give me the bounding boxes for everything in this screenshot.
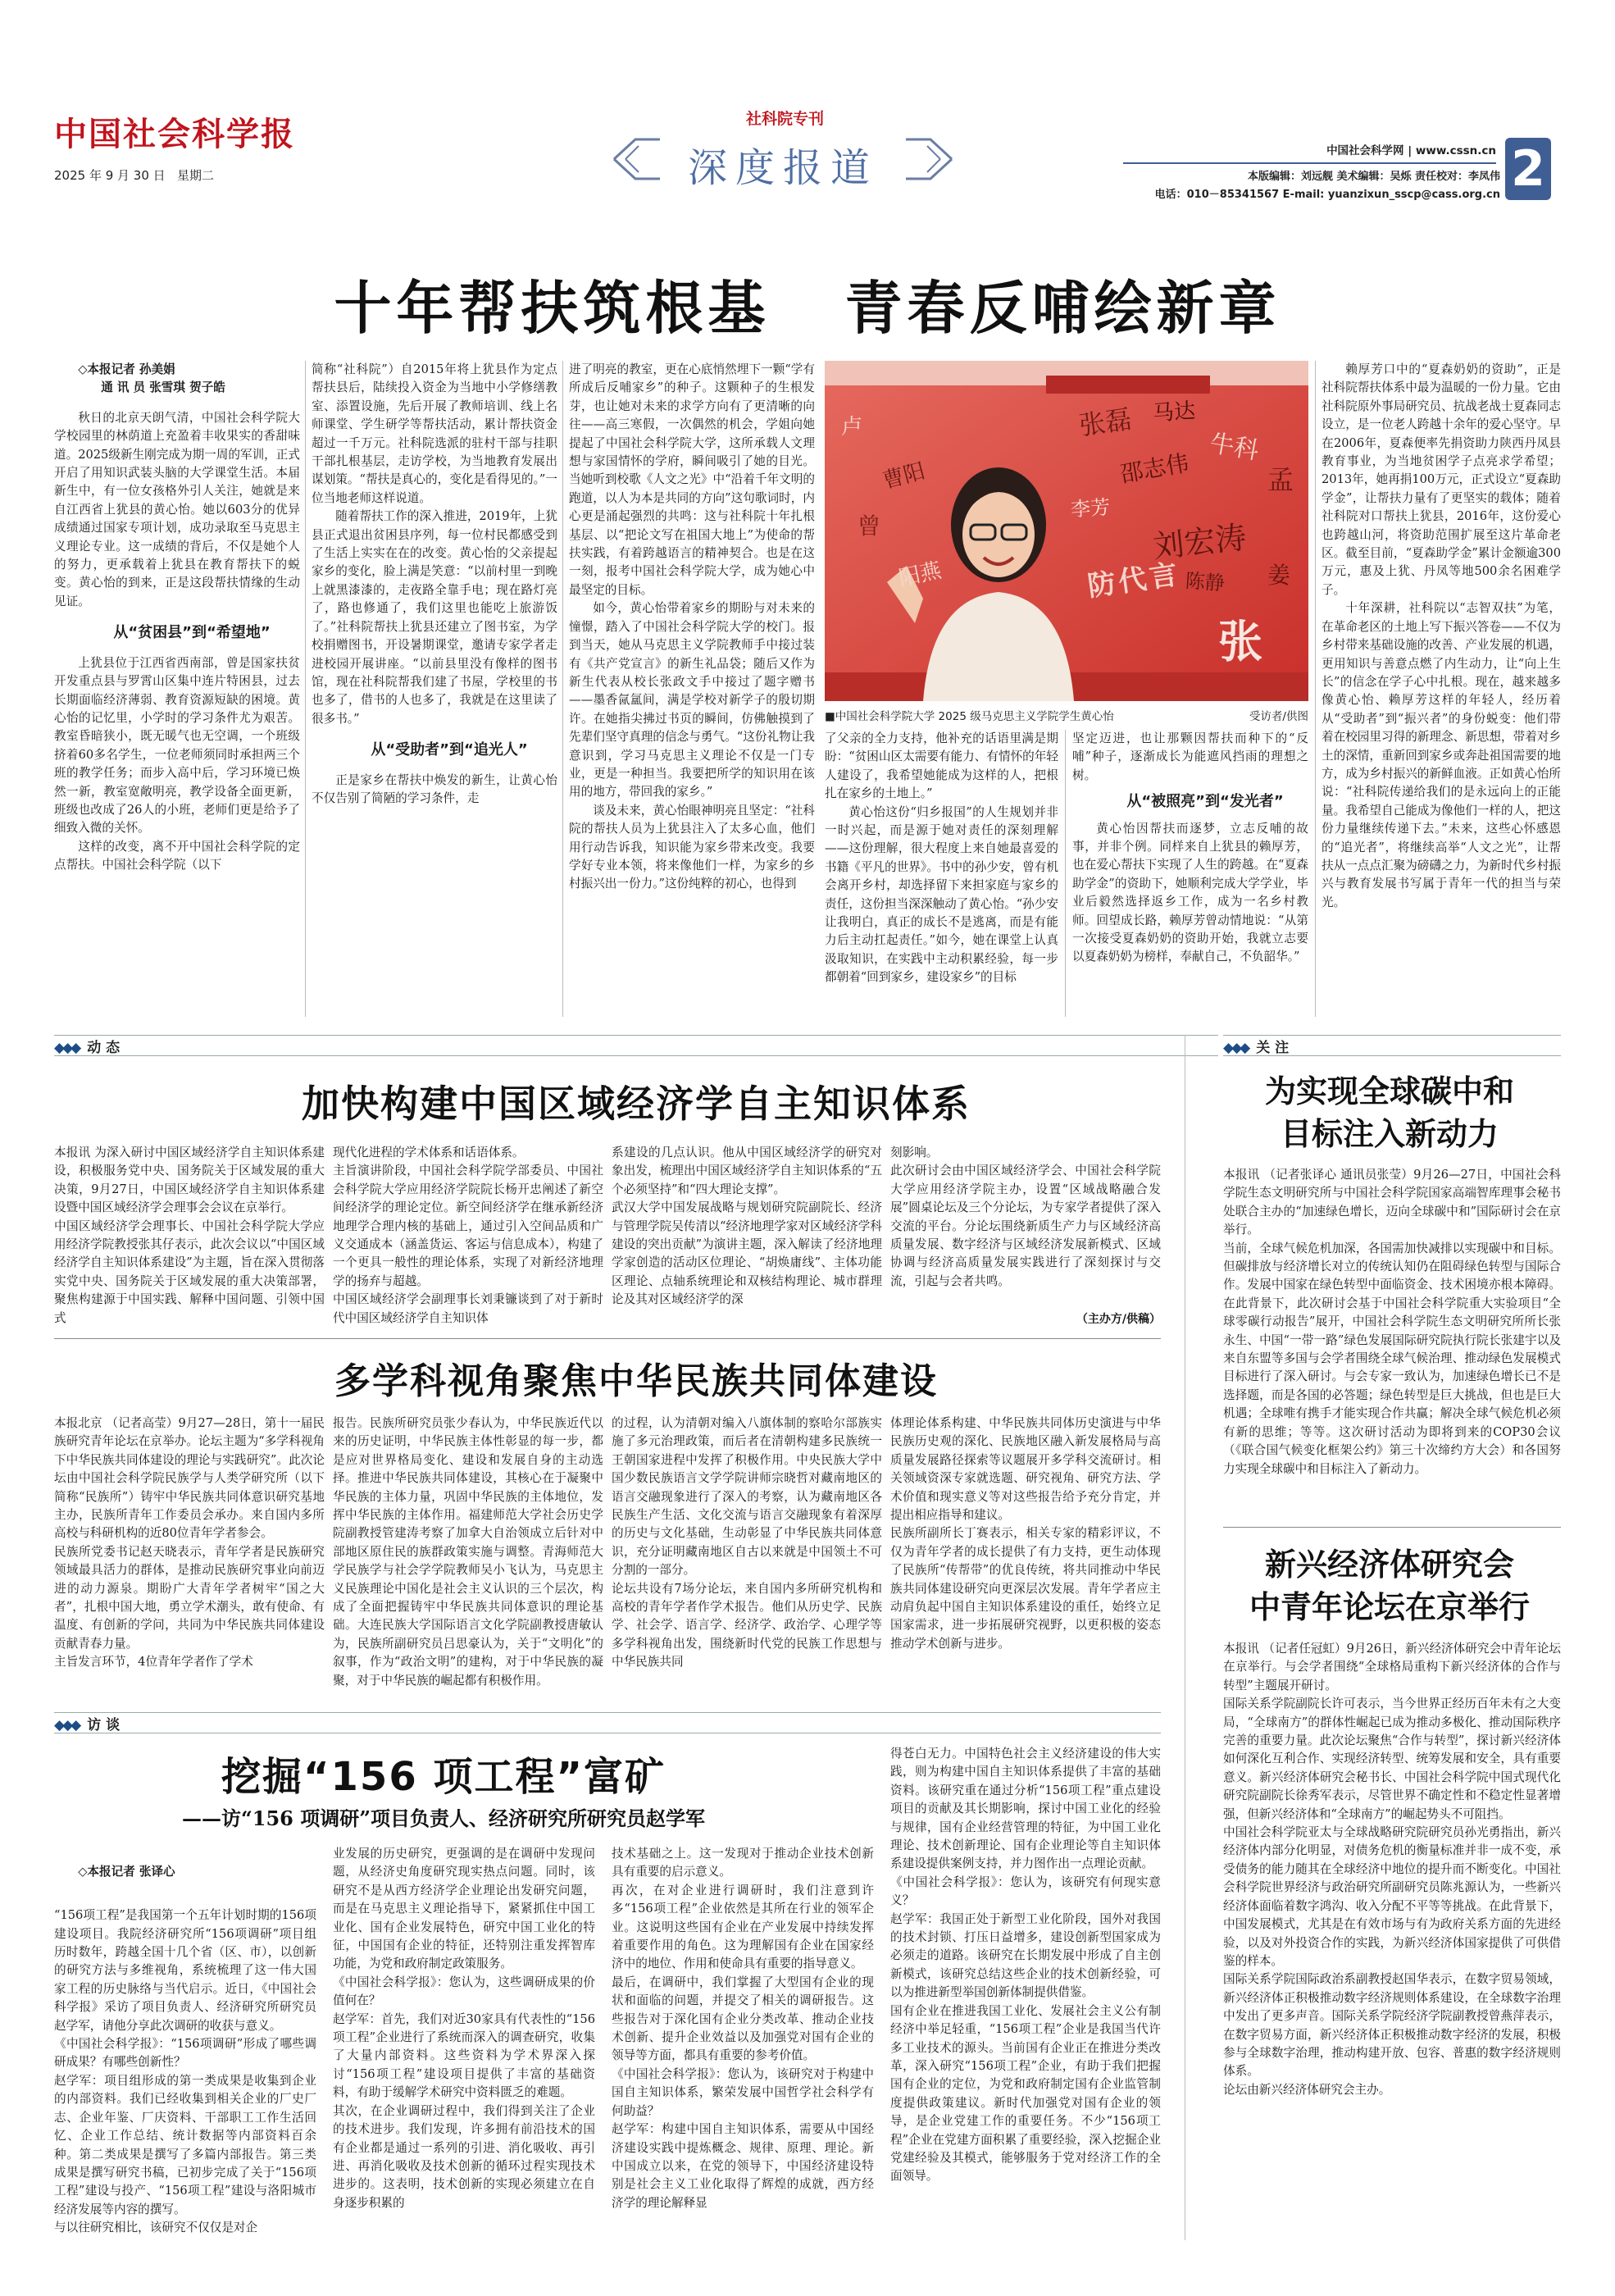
lead-paragraph: 黄心怡因帮扶而逐梦，立志反哺的故事，并非个例。同样来自上犹县的赖厚芳，也在爱心帮扶下实现了人生的跨越。在“夏森助学金”的资助下，她顺利完成大学学业，毕业后毅然选择返乡工作，成为一名乡村教师。回望成长路，赖厚芳曾动情地说：“从第一次接受夏森奶奶的资助开始，我就立志要以夏森奶奶为榜样，奉献自己，不负韶华。” [1072, 821, 1308, 964]
news-paragraph: 本报北京 （记者高莹）9月27—28日，第十一届民族研究青年论坛在京举办。论坛主题为“多学科视角下中华民族共同体建设的理论与实践研究”。此次论坛由中国社会科学院民族学与人类学研究所（以下简称“民族所”）铸牢中华民族共同体意识研究基地主办，民族所青年工作委员会承办。来自国内多所高校与科研机构的近80位青年学者参会。 民族所党委书记赵天晓表示，青年学者是民族研究领域最具活力的群体，是推动民族研究事业向前迈进的动力源泉。期盼广大青年学者树牢“国之大者”，扎根中国大地，勇立学术潮头，敢有使命、有温度、有创新的学问，共同为中华民族共同体建设贡献青春力量。 主旨发言环节，4位青年学者作了学术 [54, 1416, 325, 1670]
interview-col-3 [612, 1845, 874, 2255]
news-paragraph: 报告。民族所研究员张少春认为，中华民族近代以来的历史证明，中华民族主体性彰显的每一步，都是应对世界格局变化、建设和发展自身的主动选择。推进中华民族共同体建设，其核心在于凝聚中华民族的主体力量，巩固中华民族的主体地位，发挥中华民族的主体作用。福建师范大学社会历史学院副教授管建涛考察了加拿大自治领成立后针对中部地区原住民的族群政策实施与调整。青海师范大学民族学与社会学学院教师吴小飞认为，马克思主义民族理论中国化是社会主义认识的三个层次，构成了全面把握铸牢中华民族共同体意识的理论基础。大连民族大学国际语言文化学院副教授唐敏认为，民族所副研究员吕思豪认为，关于“文明化”的叙事，作为“政治文明”的建构，对于中华民族的凝聚，对于中华民族的崛起都有积极作用。 [333, 1416, 603, 1688]
lead-paragraph: 进了明亮的教室，更在心底悄然埋下一颗“学有所成后反哺家乡”的种子。这颗种子的生根发芽，也让她对未来的求学方向有了更清晰的向往——高三寒假，一次偶然的机会，学姐向她提起了中国社会科学院大学，这所承载人文理想与家国情怀的学府，瞬间吸引了她的目光。当她听到校歌《人文之光》中“沿着千年文明的跑道，以人为本是共同的方向”这句歌词时，内心更是涌起强烈的共鸣：这与社科院十年扎根基层、以“把论文写在祖国大地上”为使命的帮扶实践，有着跨越语言的精神契合。也是在这一刻，报考中国社会科学院大学，成为她心中最坚定的目标。 [569, 362, 815, 597]
news-paragraph: 现代化进程的学术体系和话语体系。 主旨演讲阶段，中国社会科学院学部委员、中国社会科学院大学应用经济学院院长杨开忠阐述了新空间经济学的理论定位。新空间经济学在继承新经济地理学合理内核的基础上，通过引入空间品质和广义交通成本（涵盖货运、客运与信息成本），构建了一个更具一般性的理论体系，实现了对新经济地理学的扬弃与超越。 中国区域经济学会副理事长刘秉镰谈到了对于新时代中国区域经济学自主知识体 [333, 1146, 603, 1325]
masthead [0, 0, 1615, 205]
newspaper-logo: 中国社会科学报 [54, 115, 295, 153]
lead-col-3 [569, 361, 815, 1025]
correspondent-byline: 通 讯 员 张雪琪 贺子皓 [101, 380, 225, 395]
lead-paragraph: 了父亲的全力支持，他补充的话语里满是期盼：“贫困山区太需要有能力、有情怀的年轻人建设了，我希望她能成为这样的人，把根扎在家乡的土地上。” [825, 731, 1058, 801]
focus-headline-line: 中青年论坛在京举行 [1249, 1589, 1530, 1625]
news-credit: （主办方/供稿） [1076, 1313, 1161, 1326]
lead-paragraph: 上犹县位于江西省西南部，曾是国家扶贫开发重点县与罗霄山区集中连片特困县，过去长期面临经济薄弱、教育资源短缺的困境。黄心怡的记忆里，小学时的学习条件尤为艰苦。教室昏暗狭小，既无暖气也无空调，一个班级挤着60多名学生，一位老师须同时承担两三个班的教学任务；而步入高中后，学习环境已焕然一新，教室宽敞明亮，教学设备全面更新，班级也改成了26人的小班，老师们更是给予了细致入微的关怀。 [54, 655, 300, 836]
interview-paragraph: 得苍白无力。中国特色社会主义经济建设的伟大实践，则为构建中国自主知识体系提供了丰富的基础资料。该研究重在通过分析“156项工程”重点建设项目的贡献及其长期影响，探讨中国工业化的经验与规律，国有企业经营管理的特征，为中国工业化理论、技术创新理论、国有企业理论等自主知识体系建设提供案例支持，并力图作出一点理论贡献。 《中国社会科学报》：您认为，该研究有何现实意义？ 赵学军：我国正处于新型工业化阶段，国外对我国的技术封锁、打压日益增多，建设创新型国家成为必须走的道路。该研究在长期发展中形成了自主创新模式，该研究总结这些企业的技术创新经验，可以为推进新型举国创新体制提供借鉴。 国有企业在推进我国工业化、发展社会主义公有制经济中举足轻重，“156项工程”企业是我国当代许多工业技术的源头。当前国有企业正在推进分类改革，深入研究“156项工程”企业，有助于我们把握国有企业的定位，为党和政府制定国有企业监管制度提供政策建议。新时代加强党对国有企业的领导，是企业党建工作的重要任务。不少“156项工程”企业在党建方面积累了重要经验，深入挖掘企业党建经验及其模式，能够服务于党对经济工作的全面领导。 [890, 1747, 1161, 2184]
wall-signature: 卢 [841, 415, 863, 440]
focus-paragraph: 本报讯 （记者张译心 通讯员张莹）9月26—27日，中国社会科学院生态文明研究所与中国社会科学院国家高端智库理事会秘书处联合主办的“加速绿色增长，迈向全球碳中和”国际研讨会在京举行。 当前，全球气候危机加深，各国需加快减排以实现碳中和目标。但碳排放与经济增长对立的传统认知仍在阻碍绿色转型与国际合作。发展中国家在绿色转型中面临资金、技术困境亦根本障碍。在此背景下，此次研讨会基于中国社会科学院重大实验项目“全球零碳行动报告”展开，中国社会科学院生态文明研究所所长张永生、中国“一带一路”绿色发展国际研究院执行院长张建宇以及来自东盟等多国与会学者围绕全球气候治理、推动绿色发展模式目标进行了深入研讨。与会专家一致认为，加速绿色增长已不是选择题，而是各国的必答题；绿色转型是巨大挑战，但也是巨大机遇；全球唯有携手才能实现合作共赢；解决全球气候危机必须有新的思维；等等。这次研讨活动为即将到来的COP30会议（《联合国气候变化框架公约》第三十次缔约方大会）和各国努力实现全球碳中和目标注入了新动力。 [1223, 1168, 1561, 1476]
interview-col-2 [333, 1845, 595, 2255]
contact-line: 电话：010－85341567 E-mail: yuanzixun_sscp@cass.org.cn [1154, 189, 1500, 201]
wall-signature: 姜 [1267, 562, 1291, 589]
interview-headline: 挖掘“156 项工程”富矿 [221, 1754, 666, 1800]
news-paragraph: 本报讯 为深入研讨中国区域经济学自主知识体系建设，积极服务党中央、国务院关于区域发展的重大决策，9月27日，中国区域经济学自主知识体系建设暨中国区域经济学会理事会会议在京举行。 中国区域经济学会理事长、中国社会科学院大学应用经济学院教授张其仔表示，此次会议以“中国区域经济学自主知识体系建设”为主题，旨在深入贯彻落实党中央、国务院关于区域发展的重大决策部署，聚焦构建源于中国实践、解释中国问题、引领中国式 [54, 1146, 325, 1325]
news1-col-4 [890, 1144, 1161, 1308]
lead-paragraph: 如今，黄心怡带着家乡的期盼与对未来的憧憬，踏入了中国社会科学院大学的校门。报到当天，她从马克思主义学院教师手中接过装有《共产党宣言》的新生礼品袋；随后又作为新生代表从校长张政文手中接过了题字赠书——墨香氤氲间，满是学校对新学子的殷切期许。在她指尖拂过书页的瞬间，仿佛触摸到了先辈们坚守真理的信念与勇气。“这份礼物让我意识到，学习马克思主义理论不仅是一门专业，更是一种担当。我要把所学的知识用在该用的地方，带回我的家乡。” [569, 601, 815, 800]
interview-paragraph: “156项工程”是我国第一个五年计划时期的156项建设项目。我院经济研究所“156项调研”项目组历时数年，跨越全国十几个省（区、市），以创新的研究方法与多维视角，系统梳理了这一伟大国家工程的历史脉络与当代启示。近日，《中国社会科学报》采访了项目负责人、经济研究所研究员赵学军，请他分享此次调研的收获与意义。 《中国社会科学报》：“156项调研”形成了哪些调研成果？有哪些创新性？ 赵学军：项目组形成的第一类成果是收集到企业的内部资料。我们已经收集到相关企业的厂史厂志、企业年鉴、厂庆资料、干部职工工作生活回忆、企业工作总结、统计数据等内部资料百余种。第二类成果是撰写了多篇内部报告。第三类成果是撰写研究书稿，已初步完成了关于“156项工程”建设与投产、“156项工程”建设与洛阳城市经济发展等内容的撰写。 与以往研究相比，该研究不仅仅是对企 [54, 1908, 316, 2235]
focus-headline-line: 新兴经济体研究会 [1264, 1547, 1514, 1583]
wall-signature: 张 [1218, 616, 1262, 667]
page-number-text: 2 [1511, 140, 1545, 198]
lead-col-1 [54, 361, 300, 1025]
interview-section-bar [54, 1712, 1161, 1733]
wall-banner-text: 防代言 [1085, 558, 1183, 604]
news2-col-4 [890, 1414, 1161, 1693]
lead-paragraph: 随着帮扶工作的深入推进，2019年，上犹县正式退出贫困县序列，每一位村民都感受到了生活上实实在在的改变。黄心怡的父亲提起家乡的变化，脸上满是笑意：“以前村里一到晚上就黑漆漆的，走夜路全靠手电；现在路灯亮了，路也修通了，我们这里也能吃上旅游饭了。”社科院帮扶上犹县还建立了图书室，为学校捐赠图书，开设暑期课堂，邀请专家学者走进校园开展讲座。“以前县里没有像样的图书馆，现在社科院帮我们建了书屋，学校里的书也多了，借书的人也多了，我就是在这里读了很多书。” [312, 509, 557, 726]
lead-paragraph: 正是家乡在帮扶中焕发的新生，让黄心怡不仅告别了简陋的学习条件，走 [312, 772, 557, 805]
lead-col-5 [1072, 730, 1308, 1025]
editors-line: 本版编辑：刘远舰 美术编辑：吴烁 责任校对：李凤伟 [1247, 171, 1500, 183]
interview-subheadline: ——访“156 项调研”项目负责人、经济研究所研究员赵学军 [181, 1806, 706, 1830]
diamond-icon: ◆◆◆ [54, 1040, 80, 1056]
news-section-bar [54, 1035, 1218, 1056]
photo-caption [825, 707, 1308, 723]
news-paragraph: 刻影响。 此次研讨会由中国区域经济学会、中国社会科学院大学应用经济学院主办，设置“区域战略融合发展”圆桌论坛及三个分论坛，为专家学者提供了深入交流的平台。分论坛围绕新质生产力与区域经济高质量发展、数字经济与区域经济发展新模式、区域协调与经济高质量发展实践进行了深刻探讨与交流，引起与会者共鸣。 [890, 1146, 1161, 1288]
subheading-poverty: 从“贫困县”到“希望地” [113, 624, 271, 642]
focus2-body [1223, 1640, 1561, 2247]
lead-col-2 [312, 361, 557, 1025]
news2-col-2 [333, 1414, 603, 1693]
lead-photo [825, 361, 1308, 701]
focus-section-label: 关 注 [1256, 1040, 1290, 1056]
column-divider [562, 361, 563, 1017]
news-section-label: 动 态 [87, 1040, 121, 1056]
wall-signature: 阳燕 [896, 558, 944, 592]
lead-paragraph: 这样的改变，离不开中国社会科学院的定点帮扶。中国社会科学院（以下 [54, 839, 300, 872]
news1-col-1 [54, 1144, 325, 1332]
special-label: 社科院专刊 [746, 110, 825, 128]
interview-col-4 [890, 1745, 1161, 2255]
caption-text: ■中国社会科学院大学 2025 级马克思主义学院学生黄心怡 [825, 710, 1114, 723]
lead-paragraph: 谈及未来，黄心怡眼神明亮且坚定：“社科院的帮扶人员为上犹县注入了太多心血，他们用行动告诉我，知识能为家乡带来改变。我要学好专业本领，将来像他们一样，为家乡的乡村振兴出一份力。”这份纯粹的初心，也得到 [569, 803, 815, 891]
focus-headline-line: 目标注入新动力 [1280, 1116, 1499, 1152]
article-rule [1223, 1527, 1561, 1528]
lead-col-4 [825, 730, 1058, 1025]
masthead-rule [1123, 162, 1496, 164]
lead-paragraph: 秋日的北京天朗气清，中国社会科学院大学校园里的林荫道上充盈着丰收果实的香甜味道。2025级新生刚完成为期一周的军训，正式开启了用知识武装头脑的大学课堂生活。本届新生中，有一位女孩格外引人关注，她就是来自江西省上犹县的黄心怡。她以603分的优异成绩通过国家专项计划，成功录取至马克思主义理论专业。这一成绩的背后，不仅是她个人的努力，更承载着上犹县在教育帮扶下的蜕变。黄心怡的到来，正是这段帮扶情缘的生动见证。 [54, 410, 300, 608]
lead-headline: 十年帮扶筑根基 青春反哺绘新章 [334, 275, 1281, 342]
news-paragraph: 体理论体系构建、中华民族共同体历史演进与中华民族历史观的深化、民族地区融入新发展格局与高质量发展路径探索等议题展开多学科交流研讨。相关领域资深专家就选题、研究视角、研究方法、学术价值和现实意义等对这些报告给予充分肯定，并提出相应指导和建议。 民族所副所长丁赛表示，相关专家的精彩评议，不仅为青年学者的成长提供了有力支持，更生动体现了民族所“传帮带”的优良传统，将共同推动中华民族共同体建设研究向更深层次发展。青年学者应主动肩负起中国自主知识体系建设的重任，始终立足国家需求，进一步拓展研究视野，以更积极的姿态推动学术创新与进步。 [890, 1416, 1161, 1651]
date-text: 2025 年 9 月 30 日 [54, 168, 166, 183]
focus-headline-2 [1213, 1543, 1566, 1629]
news1-col-3 [612, 1144, 882, 1332]
wall-signature: 陈静 [1184, 569, 1226, 595]
subheading-light: 从“被照亮”到“发光者” [1126, 793, 1284, 811]
website-label: 中国社会科学网 | www.cssn.cn [1326, 144, 1496, 157]
photo-credit: 受访者/供图 [1249, 710, 1308, 723]
interview-byline: ◇本报记者 张译心 [78, 1865, 175, 1879]
column-divider [1315, 361, 1316, 1017]
lead-col-6 [1322, 361, 1561, 1025]
diamond-icon: ◆◆◆ [54, 1717, 80, 1733]
column-divider [305, 361, 306, 1017]
focus-paragraph: 本报讯 （记者任冠虹）9月26日，新兴经济体研究会中青年论坛在京举行。与会学者围绕“全球格局重构下新兴经济体的合作与转型”主题展开研讨。 国际关系学院副院长许可表示，当今世界正经历百年未有之大变局，“全球南方”的群体性崛起已成为推动多极化、推动国际秩序完善的重要力量。此次论坛聚焦“合作与转型”，探讨新兴经济体如何深化互利合作、实现经济转型、统筹发展和安全，具有重要意义。新兴经济体研究会秘书长、中国社会科学院中国式现代化研究院副院长徐秀军表示，尽管世界不确定性和不稳定性显著增强，但新兴经济体和“全球南方”的崛起势头不可阻挡。 中国社会科学院亚太与全球战略研究院研究员孙光勇指出，新兴经济体内部分化明显，对债务危机的衡量标准并非一成不变，承受债务的能力随其在全球经济中地位的提升而不断变化。中国社会科学院世界经济与政治研究所副研究员陈兆源认为，一些新兴经济体面临着数字鸿沟、收入分配不平等等挑战。在此背景下，中国发展模式，尤其是在有效市场与有为政府关系方面的先进经验，以及对外投资合作的实践，为新兴经济体国家提供了可供借鉴的样本。 国际关系学院国际政治系副教授赵国华表示，在数字贸易领域，新兴经济体正积极推动数字经济规则体系建设，在全球数字治理中发出了更多声音。国际关系学院经济学院副教授曾燕萍表示，在数字贸易方面，新兴经济体正积极推动数字经济的发展，积极参与全球数字治理，推动构建开放、包容、普惠的数字经济规则体系。 论坛由新兴经济体研究会主办。 [1223, 1642, 1561, 2097]
wall-signature: 曹阳 [880, 458, 928, 494]
focus-headline-1 [1213, 1070, 1566, 1155]
focus-headline-line: 为实现全球碳中和 [1264, 1073, 1514, 1109]
issue-date [54, 166, 214, 184]
wall-signature: 孟 [1267, 464, 1294, 495]
news2-col-3 [612, 1414, 882, 1693]
wall-signature: 曾 [858, 512, 881, 540]
subheading-recipient: 从“受助者”到“追光人” [371, 741, 528, 759]
news-paragraph: 的过程，认为清朝对编入八旗体制的察哈尔部族实施了多元治理政策，而后者在清朝构建多民族统一王朝国家进程中发挥了积极作用。中央民族大学中国少数民族语言文学学院讲师宗晓哲对藏南地区的语言交融现象进行了深入的考察，认为藏南地区各民族生产生活、文化交流与语言交融现象有着深厚的历史与文化基础，生动彰显了中华民族共同体意识，充分证明藏南地区自古以来就是中国领土不可分割的一部分。 论坛共设有7场分论坛，来自国内多所研究机构和高校的青年学者作学术报告。他们从历史学、民族学、社会学、语言学、经济学、政治学、心理学等多学科视角出发，围绕新时代党的民族工作思想与中华民族共同 [612, 1416, 882, 1670]
wall-signature: 马达 [1152, 399, 1197, 426]
interview-col-1 [54, 1845, 316, 2255]
lead-paragraph: 赖厚芳口中的“夏森奶奶的资助”，正是社科院帮扶体系中最为温暖的一份力量。它由社科院原外事局研究员、抗战老战士夏森同志设立，是一位老人跨越十余年的爱心坚守。早在2006年，夏森便率先捐资助力陕西丹凤县教育事业，为当地贫困学子点亮求学希望；2013年，她再捐100万元，正式设立“夏森助学金”，让帮扶力量有了更坚实的载体；随着社科院对口帮扶上犹县，2016年，这份爱心也跨越山河，将资助范围扩展至这片革命老区。截至目前，“夏森助学金”累计金额逾300万元，惠及上犹、丹凤等地500余名困难学子。 [1322, 362, 1561, 597]
news-paragraph: 系建设的几点认识。他从中国区域经济学的研究对象出发，梳理出中国区域经济学自主知识体系的“五个必须坚持”和“四大理论支撑”。 武汉大学中国发展战略与规划研究院副院长、经济与管理学院吴传清以“经济地理学家对区域经济学科建设的突出贡献”为演讲主题，深入解读了经济地理学家创造的活动区位理论、“胡焕庸线”、主体功能区理论、点轴系统理论和双核结构理论、城市群理论及其对区域经济学的深 [612, 1146, 882, 1307]
article-rule [54, 1338, 1161, 1339]
focus-section-bar [1223, 1035, 1561, 1056]
section-title: 深度报道 [687, 145, 878, 191]
wall-signature: 李芳 [1070, 495, 1112, 522]
diamond-icon: ◆◆◆ [1223, 1040, 1249, 1056]
wall-signature: 刘宏涛 [1151, 519, 1249, 565]
interview-paragraph: 技术基础之上。这一发现对于推动企业技术创新具有重要的启示意义。 再次，在对企业进行调研时，我们注意到许多“156项工程”企业依然是其所在行业的领军企业。这说明这些国有企业在产业发展中持续发挥着重要作用的角色。这为理解国有企业在国家经济中的地位、作用和使命具有重要的指导意义。 最后，在调研中，我们掌握了大型国有企业的现状和面临的问题，并提交了相关的调研报告。这些报告对于深化国有企业分类改革、推动企业技术创新、提升企业效益以及加强党对国有企业的领导等方面，都具有重要的参考价值。 《中国社会科学报》：您认为，该研究对于构建中国自主知识体系，繁荣发展中国哲学社会科学有何助益？ 赵学军：构建中国自主知识体系，需要从中国经济建设实践中提炼概念、规律、原理、理论。新中国成立以来，在党的领导下，中国经济建设特别是社会主义工业化取得了辉煌的成就，西方经济学的理论解释显 [612, 1847, 874, 2210]
page-number [1505, 138, 1551, 200]
focus1-body [1223, 1166, 1561, 1519]
lead-paragraph: 十年深耕，社科院以“志智双扶”为笔，在革命老区的土地上写下振兴答卷——不仅为乡村带来基础设施的改善、产业发展的机遇，更用知识与善意点燃了内生动力，让“向上生长”的信念在学子心中扎根。现在，越来越多像黄心怡、赖厚芳这样的年轻人，经历着从“受助者”到“振兴者”的身份蜕变：他们带着在校园里习得的新理念、新思想，带着对乡土的深情，重新回到家乡或奔赴祖国需要的地方，成为乡村振兴的新鲜血液。正如黄心怡所说：“社科院传递给我们的是永远向上的正能量。我希望自己能成为像他们一样的人，把这份力量继续传递下去。”未来，这些心怀感恩的“追光者”，将继续高举“人文之光”，让帮扶从一点点汇聚为磅礴之力，为新时代乡村振兴与教育发展书写属于青年一代的担当与荣光。 [1322, 601, 1561, 909]
wall-signature: 邵志伟 [1118, 449, 1191, 489]
lead-paragraph: 简称“社科院”）自2015年将上犹县作为定点帮扶县后，陆续投入资金为当地中小学修缮教室、添置设施，先后开展了教师培训、线上名师课堂、学生研学等帮扶活动，累计帮扶资金超过一千万元。社科院选派的驻村干部与挂职干部扎根基层，走访学校，为当地教育发展出谋划策。“帮扶是真心的，变化是看得见的。”一位当地老师这样说道。 [312, 362, 557, 505]
wall-signature: 牛科 [1207, 429, 1261, 466]
lead-paragraph: 坚定迈进，也让那颗因帮扶而种下的“反哺”种子，逐渐成长为能遮风挡雨的理想之树。 [1072, 731, 1308, 782]
interview-section-label: 访 谈 [87, 1717, 121, 1733]
news1-col-2 [333, 1144, 603, 1332]
reporter-byline: ◇本报记者 孙美娟 [78, 362, 175, 376]
weekday-text: 星期二 [176, 168, 214, 183]
section-banner [611, 133, 955, 191]
column-divider [1065, 730, 1066, 1017]
wall-signature: 张磊 [1076, 403, 1134, 442]
interview-paragraph: 业发展的历史研究，更强调的是在调研中发现问题，从经济史角度研究现实热点问题。同时，该研究不是从西方经济学企业理论出发研究问题，而是在马克思主义理论指导下，紧紧抓住中国工业化、国有企业发展特色，研究中国工业化的特征，中国国有企业的特征，还特别注重发挥智库功能，为党和政府制定政策服务。 《中国社会科学报》：您认为，这些调研成果的价值何在？ 赵学军：首先，我们对近30家具有代表性的“156项工程”企业进行了系统而深入的调查研究，收集了大量内部资料。这些资料为学术界深入探讨“156项工程”建设项目提供了丰富的基础资料，有助于缓解学术研究中资料匮乏的难题。 其次，在企业调研过程中，我们得到关注了企业的技术进步。我们发现，许多拥有前沿技术的国有企业都是通过一系列的引进、消化吸收、再引进、再消化吸收及技术创新的循环过程实现技术进步的。这表明，技术创新的实现必须建立在自身逐步积累的 [333, 1847, 595, 2210]
news2-col-1 [54, 1414, 325, 1693]
news-headline-2: 多学科视角聚焦中华民族共同体建设 [334, 1360, 938, 1402]
lead-paragraph: 黄心怡这份“归乡报国”的人生规划并非一时兴起，而是源于她对责任的深刻理解——这份理解，很大程度上来自她最喜爱的书籍《平凡的世界》。书中的孙少安，曾有机会离开乡村，却选择留下来担家庭与家乡的责任，这份担当深深触动了黄心怡。“孙少安让我明白，真正的成长不是逃离，而是有能力后主动扛起责任。”如今，她在课堂上认真汲取知识，在实践中主动积累经验，每一步都朝着“回到家乡，建设家乡”的目标 [825, 804, 1058, 985]
news-headline-1: 加快构建中国区域经济学自主知识体系 [302, 1082, 971, 1126]
